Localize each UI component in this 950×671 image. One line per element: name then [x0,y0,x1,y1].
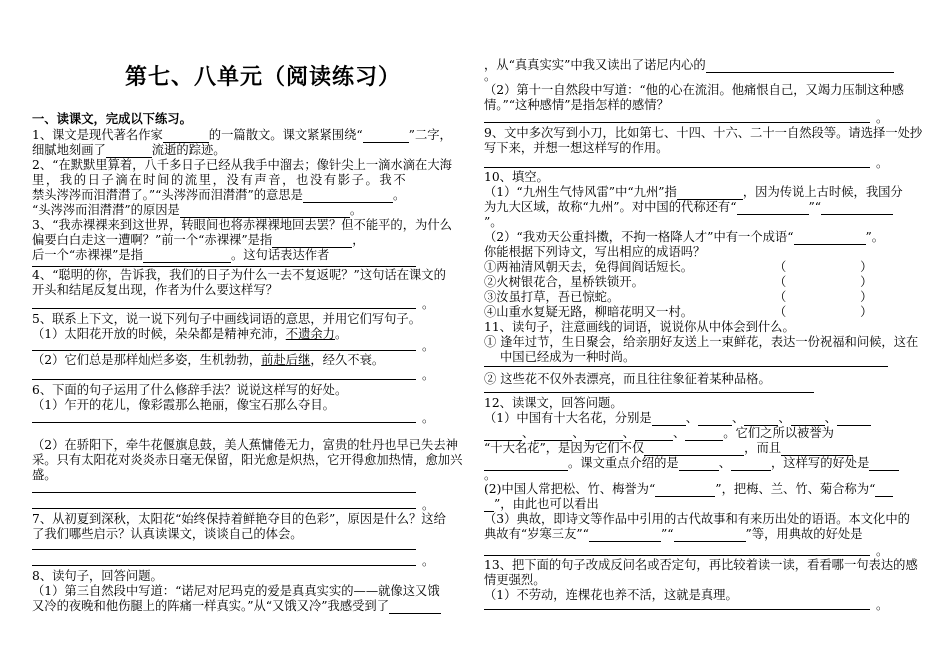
period: 。 [876,156,889,170]
idiom-answer-paren[interactable]: （ ） [774,290,873,304]
answer-blank[interactable] [677,187,743,200]
answer-blank[interactable] [655,484,715,497]
answer-blank[interactable] [644,443,744,456]
period: 。 [422,368,435,382]
q4-line1: 4、“聪明的你，告诉我，我们的日子为什么一去不复返呢？”这句话在课文的 [32,268,446,282]
answer-blank[interactable] [674,529,746,542]
poem-4: ④山重水复疑无路，柳暗花明又一村。 [484,305,694,319]
answer-blank[interactable] [303,190,393,203]
q8-2-line2: 情。”“这种感情”是指怎样的感情？ [484,98,669,112]
q2-line4: “头涔涔而泪潸潸”的原因是 。 [32,203,363,217]
q6-line5: 盛。 [32,468,57,482]
q5-line1: 5、联系上下文，说一说下列句子中画线词语的意思，并用它们写句子。 [32,312,422,326]
q5-line3: （2）它们总是那样灿烂多姿，生机勃勃，前赴后继，经久不衰。 [32,353,385,367]
q8-2-line1: （2）第十一自然段中写道：“他的心在流泪。他痛恨自己，又竭力压制这种感 [484,83,904,97]
q6-line4: 采。只有太阳花对炎炎赤日毫无保留，阳光愈是炽热，它开得愈加热情，愈加兴 [32,453,463,467]
poem-3: ③汝虽打草，吾已惊蛇。 [484,290,620,304]
idiom-answer-paren[interactable]: （ ） [774,305,873,319]
q6-line1: 6、下面的句子运用了什么修辞手法？说说这样写的好处。 [32,383,348,397]
q8-line1: 8、读句子，回答问题。 [32,569,163,583]
period: 。 [876,598,889,612]
q12-1-line1: （1）中国有十大名花，分别是 、 、 、 、 [484,411,871,426]
q5-line2: （1）太阳花开放的时候，朵朵都是精神充沛，不遗余力。 [32,327,348,341]
answer-blank[interactable] [272,235,352,248]
answer-line[interactable] [32,565,416,566]
q8-line2: （1）第三自然段中写道：“诺尼对尼玛克的爱是真真实实的——就像这又饿 [32,584,440,598]
q12-1-line4: 。课文重点介绍的是 、 ，这样写的好处是 [484,456,899,471]
answer-line[interactable] [32,549,416,550]
period: 。 [422,498,435,512]
answer-blank[interactable] [869,458,899,471]
period: 。 [422,554,435,568]
q6-line3: （2）在骄阳下，牵牛花偃旗息鼓，美人蕉慵倦无力，富贵的牡丹也早已失去神 [32,438,458,452]
q7-line2: 了我们哪些启示？认真读课文，谈谈自己的体会。 [32,527,303,541]
answer-blank[interactable] [143,250,231,263]
q9-line1: 9、文中多次写到小刀，比如第七、十四、十六、二十一自然段等。请选择一处抄 [484,126,923,140]
answer-blank[interactable] [585,428,623,441]
q11-2: ② 这些花不仅外表漂亮，而且往往象征着某种品格。 [484,372,771,386]
period: 。 [422,339,435,353]
answer-line[interactable] [32,350,416,351]
idiom-answer-paren[interactable]: （ ） [774,275,873,289]
q4-line2: 开头和结尾反复出现，作者为什么要这样写？ [32,283,278,297]
q10-1-line1: （1）“九州生气恃风雷”中“九州”指 ，因为传说上古时候，我国分 [484,185,903,199]
q6-line2: （1）乍开的花儿，像彩霞那么艳丽，像宝石那么夺目。 [32,398,335,412]
answer-blank[interactable] [180,205,350,218]
answer-blank[interactable] [679,458,719,471]
q11-heading: 11、读句子，注意画线的词语，说说你从中体会到什么。 [484,320,795,334]
answer-blank[interactable] [706,60,894,73]
answer-blank[interactable] [821,202,893,215]
q1-line1: 1、课文是现代著名作家 的一篇散文。课文紧紧围绕“ ”二字， [32,128,452,142]
answer-line[interactable] [484,122,870,123]
q2-line3: 禁头涔涔而泪潸潸了。”“头涔涔而泪潸潸”的意思是 。 [32,188,406,202]
q3-line2: 偏要白白走这一遭啊？”前一个“赤裸裸”是指 ， [32,233,365,247]
answer-blank[interactable] [363,130,409,143]
q8-line3: 又冷的夜晚和他伤腿上的阵痛一样真实。”从“又饿又冷”我感受到了 [32,599,441,614]
answer-blank[interactable] [875,484,893,497]
answer-line[interactable] [32,422,416,423]
answer-blank[interactable] [589,529,661,542]
q12-3-line1: （3）典故，即诗文等作品中引用的古代故事和有来历出处的语语。本文化中的 [484,512,910,526]
answer-blank[interactable] [837,413,871,426]
period: 。 [422,411,435,425]
answer-blank[interactable] [698,413,732,426]
answer-blank[interactable] [781,443,853,456]
q10-2-line1: （2）“我劝天公重抖擞，不拘一格降人才”中有一个成语“ ”。 [484,230,885,244]
period: 。 [484,69,497,83]
answer-line[interactable] [32,266,416,267]
answer-blank[interactable] [791,413,825,426]
q13-line2: 情更强烈。 [484,573,546,587]
q3-line3: 后一个“赤裸裸”是指 。这句话表达作者 [32,248,330,262]
answer-blank[interactable] [163,130,209,143]
q8-cont-line1: ，从“真真实实”中我又读出了诺尼内心的 [484,58,894,73]
answer-blank[interactable] [731,458,771,471]
answer-line[interactable] [484,392,814,393]
answer-blank[interactable] [484,499,494,512]
answer-line[interactable] [484,366,888,367]
answer-line[interactable] [484,555,870,556]
period: 。 [422,297,435,311]
q12-1-line3: “十大名花”，是因为它们不仅 ，而且 [484,441,853,456]
q11-1-line2: 中国已经成为一种时尚。 [500,350,636,364]
q11-1-line1: ① 逢年过节，生日聚会，给亲朋好友送上一束鲜花，表达一份祝福和问候，这在 [484,335,919,349]
poem-2: ②火树银花合，星桥铁锁开。 [484,275,644,289]
q2-line1: 2、“在默默里算着，八千多日子已经从我手中溜去；像针尖上一滴水滴在大海 [32,158,452,172]
idiom-answer-paren[interactable]: （ ） [774,260,873,274]
poem-1: ①两袖清风朝天去，免得闾阎话短长。 [484,260,694,274]
q13-line1: 13、把下面的句子改成反问名或否定句，再比较着读一读，看看哪一句表达的感 [484,558,918,572]
q12-3-line2: 典故有“岁寒三友”“ ”“ ”等，用典故的好处是 [484,527,863,541]
q7-line1: 7、从初夏到深秋，太阳花“始终保持着鲜艳夺目的色彩”，原因是什么？这给 [32,512,446,526]
q10-2-line2: 你能根据下列诗文，写出相应的成语吗？ [484,245,706,259]
period: 。 [484,468,497,482]
answer-blank[interactable] [794,232,866,245]
answer-line[interactable] [32,379,416,380]
q1-line2: 细腻地刻画了 流逝的踪迹。 [32,143,226,157]
q13-1: （1）不劳动，连棵花也养不活，这就是真理。 [484,588,738,602]
q9-line2: 写下来，并想一想这样写的作用。 [484,141,669,155]
period: 。 [876,544,889,558]
answer-line[interactable] [484,167,870,168]
q12-2-line2: ”，由此也可以看出 [484,497,599,512]
q2-line2: 里，我的日子滴在时间的流里，没有声音，也没有影子。我不 [32,173,408,187]
section1-heading: 一、读课文，完成以下练习。 [32,112,192,126]
answer-line[interactable] [484,609,870,610]
answer-blank[interactable] [106,145,152,158]
answer-line[interactable] [32,508,416,509]
answer-blank[interactable] [737,202,809,215]
answer-blank[interactable] [484,428,522,441]
q10-1-line2: 为九大区域，故称“九州”。对中国的代称还有“ ”“ [484,200,893,215]
answer-blank[interactable] [652,413,686,426]
answer-blank[interactable] [635,428,673,441]
q12-2-line1: (2)中国人常把松、竹、梅誉为“ ”，把梅、兰、竹、菊合称为“ [484,482,893,497]
q10-1-line3: ”。 [484,215,503,229]
answer-blank[interactable] [389,601,441,614]
period: 。 [876,111,889,125]
answer-blank[interactable] [744,413,778,426]
answer-blank[interactable] [484,458,568,471]
q3-line1: 3、“我赤裸裸来到这世界，转眼间也将赤裸裸地回去罢？但不能平的，为什么 [32,218,452,232]
answer-blank[interactable] [534,428,572,441]
answer-line[interactable] [32,492,416,493]
q10-heading: 10、填空。 [484,170,549,184]
page-title: 第七、八单元（阅读练习） [125,65,402,90]
q12-1-line2: 、 、 、 、 。它们之所以被誉为 [484,426,834,441]
answer-line[interactable] [32,308,416,309]
answer-blank[interactable] [685,428,723,441]
q12-heading: 12、读课文，回答问题。 [484,396,623,410]
